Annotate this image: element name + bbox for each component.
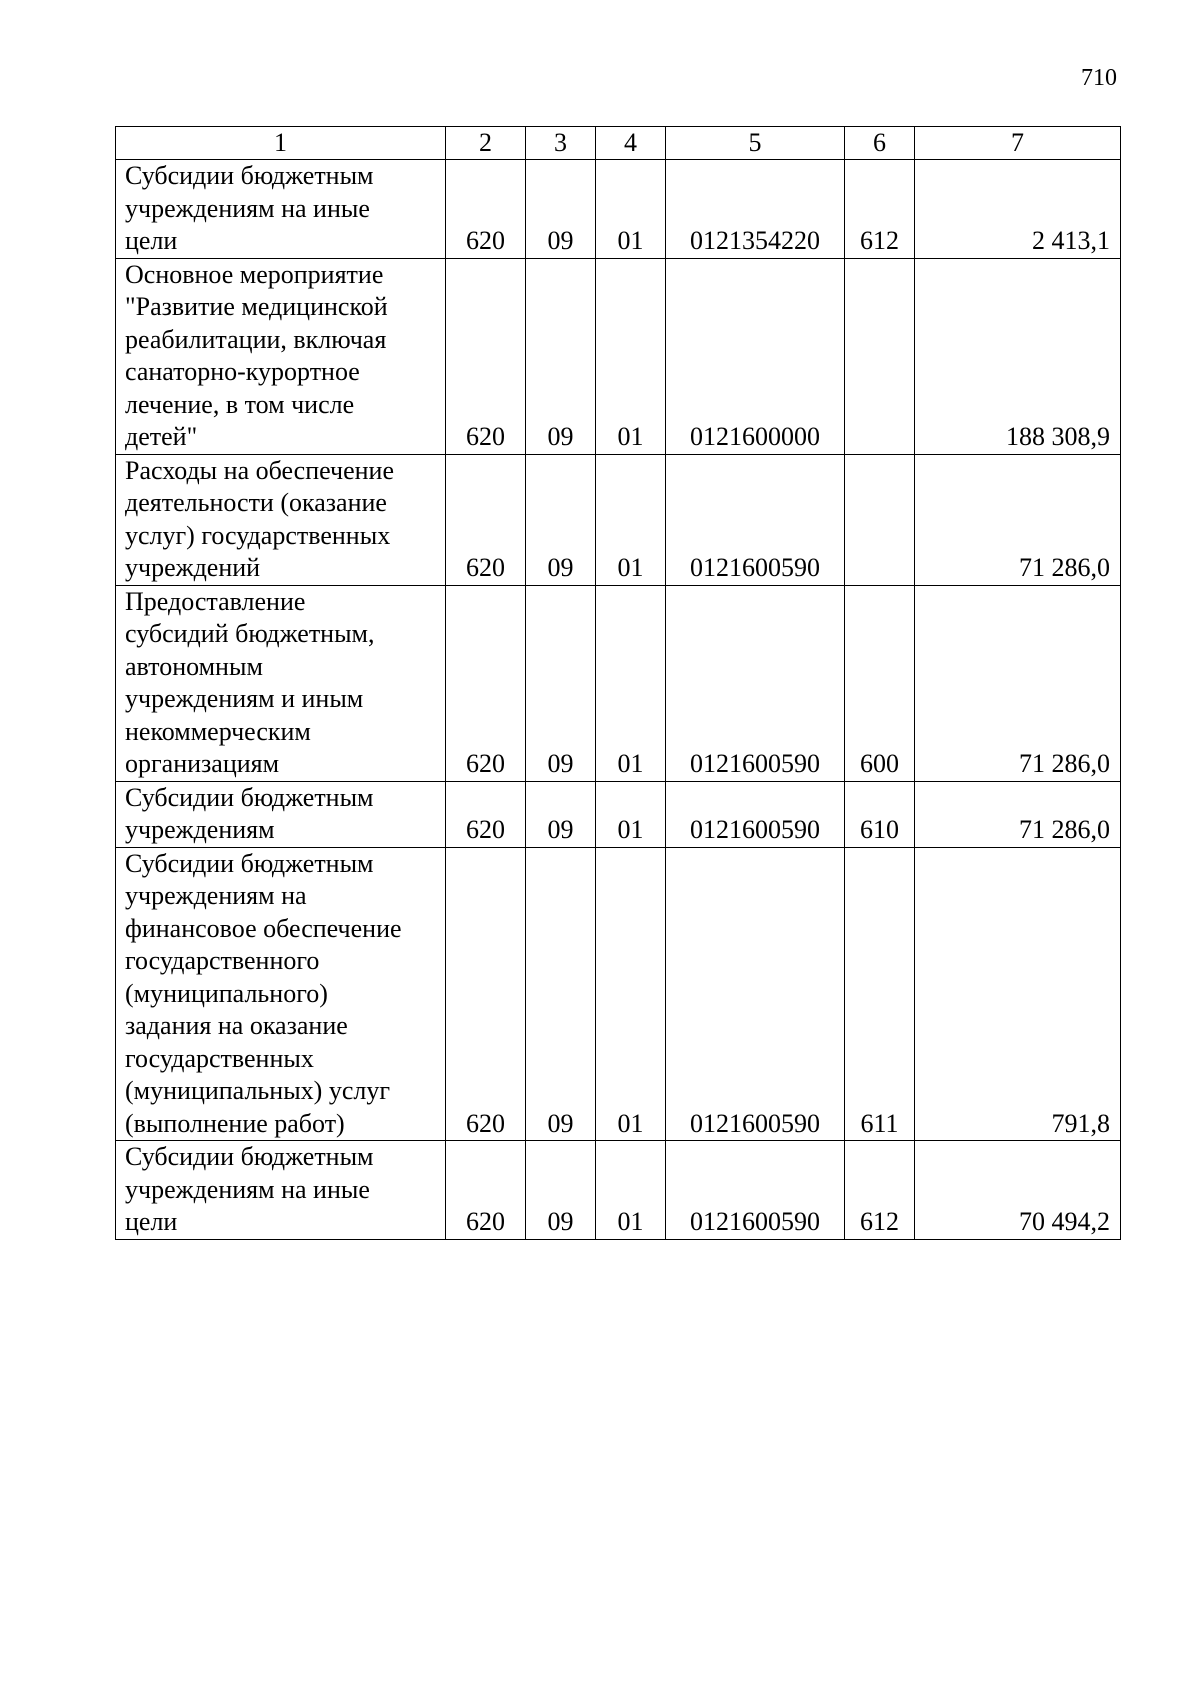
- cell-code-2: 620: [446, 1141, 526, 1240]
- cell-amount: 70 494,2: [915, 1141, 1121, 1240]
- cell-amount: 71 286,0: [915, 781, 1121, 847]
- description-line: Субсидии бюджетным: [125, 848, 374, 878]
- cell-code-2: 620: [446, 585, 526, 781]
- cell-code-2: 620: [446, 160, 526, 259]
- page-number: 710: [1081, 65, 1117, 91]
- cell-code-6: 612: [845, 160, 915, 259]
- table-row: [116, 1141, 1121, 1240]
- cell-amount: 188 308,9: [915, 258, 1121, 454]
- cell-code-4: 01: [596, 585, 666, 781]
- cell-code-6: 612: [845, 1141, 915, 1240]
- description-line: учреждениям на иные: [125, 193, 370, 223]
- cell-code-4: 01: [596, 781, 666, 847]
- description-line: некоммерческим: [125, 716, 311, 746]
- cell-code-5: 0121600590: [666, 847, 845, 1141]
- description-line: Расходы на обеспечение: [125, 455, 395, 485]
- cell-code-2: 620: [446, 847, 526, 1141]
- description-line: деятельности (оказание: [125, 488, 387, 517]
- description-line: финансовое обеспечение: [125, 913, 402, 943]
- header-cell-2: 2: [446, 127, 526, 160]
- description-line: организациям: [125, 749, 280, 778]
- header-cell-3: 3: [526, 127, 596, 160]
- cell-description: [116, 585, 446, 781]
- description-line: задания на оказание: [125, 1011, 348, 1040]
- description-line: (выполнение работ): [125, 1108, 345, 1138]
- description-line: субсидий бюджетным,: [125, 619, 375, 648]
- table-row: [116, 585, 1121, 781]
- cell-description: [116, 454, 446, 585]
- header-cell-6: 6: [845, 127, 915, 160]
- cell-code-3: 09: [526, 454, 596, 585]
- description-line: детей": [125, 422, 198, 451]
- budget-table: [115, 126, 1121, 1240]
- cell-code-6: [845, 454, 915, 585]
- cell-description: [116, 160, 446, 259]
- cell-code-6: 611: [845, 847, 915, 1141]
- table-row: [116, 781, 1121, 847]
- description-line: лечение, в том числе: [125, 389, 355, 419]
- cell-code-5: 0121600590: [666, 1141, 845, 1240]
- cell-code-4: 01: [596, 258, 666, 454]
- table-row: [116, 160, 1121, 259]
- cell-description: [116, 258, 446, 454]
- table-body: [116, 127, 1121, 1240]
- description-line: учреждениям на: [125, 881, 307, 910]
- cell-code-3: 09: [526, 585, 596, 781]
- cell-amount: 71 286,0: [915, 585, 1121, 781]
- description-line: Основное мероприятие: [125, 259, 384, 289]
- cell-amount: 791,8: [915, 847, 1121, 1141]
- cell-description: [116, 1141, 446, 1240]
- cell-amount: 71 286,0: [915, 454, 1121, 585]
- table-row: [116, 454, 1121, 585]
- header-cell-5: 5: [666, 127, 845, 160]
- table-row: [116, 847, 1121, 1141]
- cell-code-6: 600: [845, 585, 915, 781]
- description-line: "Развитие медицинской: [125, 292, 388, 321]
- description-line: государственных: [125, 1043, 314, 1073]
- cell-code-5: 0121600590: [666, 781, 845, 847]
- description-line: государственного: [125, 946, 320, 975]
- cell-code-2: 620: [446, 781, 526, 847]
- description-line: (муниципального): [125, 978, 328, 1008]
- description-line: (муниципальных) услуг: [125, 1076, 391, 1105]
- cell-code-4: 01: [596, 1141, 666, 1240]
- description-line: автономным: [125, 651, 263, 681]
- description-line: Субсидии бюджетным: [125, 161, 374, 190]
- table-header-row: [116, 127, 1121, 160]
- cell-code-3: 09: [526, 258, 596, 454]
- cell-code-5: 0121354220: [666, 160, 845, 259]
- description-line: Субсидии бюджетным: [125, 782, 374, 812]
- cell-description: [116, 847, 446, 1141]
- description-line: Предоставление: [125, 586, 306, 616]
- description-line: учреждениям и иным: [125, 684, 364, 713]
- description-line: учреждений: [125, 553, 261, 582]
- description-line: цели: [125, 1207, 178, 1236]
- cell-code-3: 09: [526, 1141, 596, 1240]
- cell-code-2: 620: [446, 454, 526, 585]
- cell-code-3: 09: [526, 781, 596, 847]
- cell-code-3: 09: [526, 160, 596, 259]
- cell-code-4: 01: [596, 160, 666, 259]
- header-cell-7: 7: [915, 127, 1121, 160]
- cell-code-5: 0121600000: [666, 258, 845, 454]
- description-line: Субсидии бюджетным: [125, 1142, 374, 1171]
- cell-code-3: 09: [526, 847, 596, 1141]
- cell-code-6: [845, 258, 915, 454]
- cell-amount: 2 413,1: [915, 160, 1121, 259]
- description-line: санаторно-курортное: [125, 357, 360, 386]
- cell-code-4: 01: [596, 847, 666, 1141]
- header-cell-4: 4: [596, 127, 666, 160]
- cell-code-6: 610: [845, 781, 915, 847]
- description-line: услуг) государственных: [125, 520, 391, 550]
- cell-code-5: 0121600590: [666, 585, 845, 781]
- table-row: [116, 258, 1121, 454]
- description-line: учреждениям на иные: [125, 1174, 370, 1204]
- description-line: реабилитации, включая: [125, 324, 387, 354]
- description-line: учреждениям: [125, 815, 275, 844]
- cell-code-4: 01: [596, 454, 666, 585]
- cell-description: [116, 781, 446, 847]
- description-line: цели: [125, 226, 178, 255]
- cell-code-5: 0121600590: [666, 454, 845, 585]
- cell-code-2: 620: [446, 258, 526, 454]
- header-cell-1: 1: [116, 127, 446, 160]
